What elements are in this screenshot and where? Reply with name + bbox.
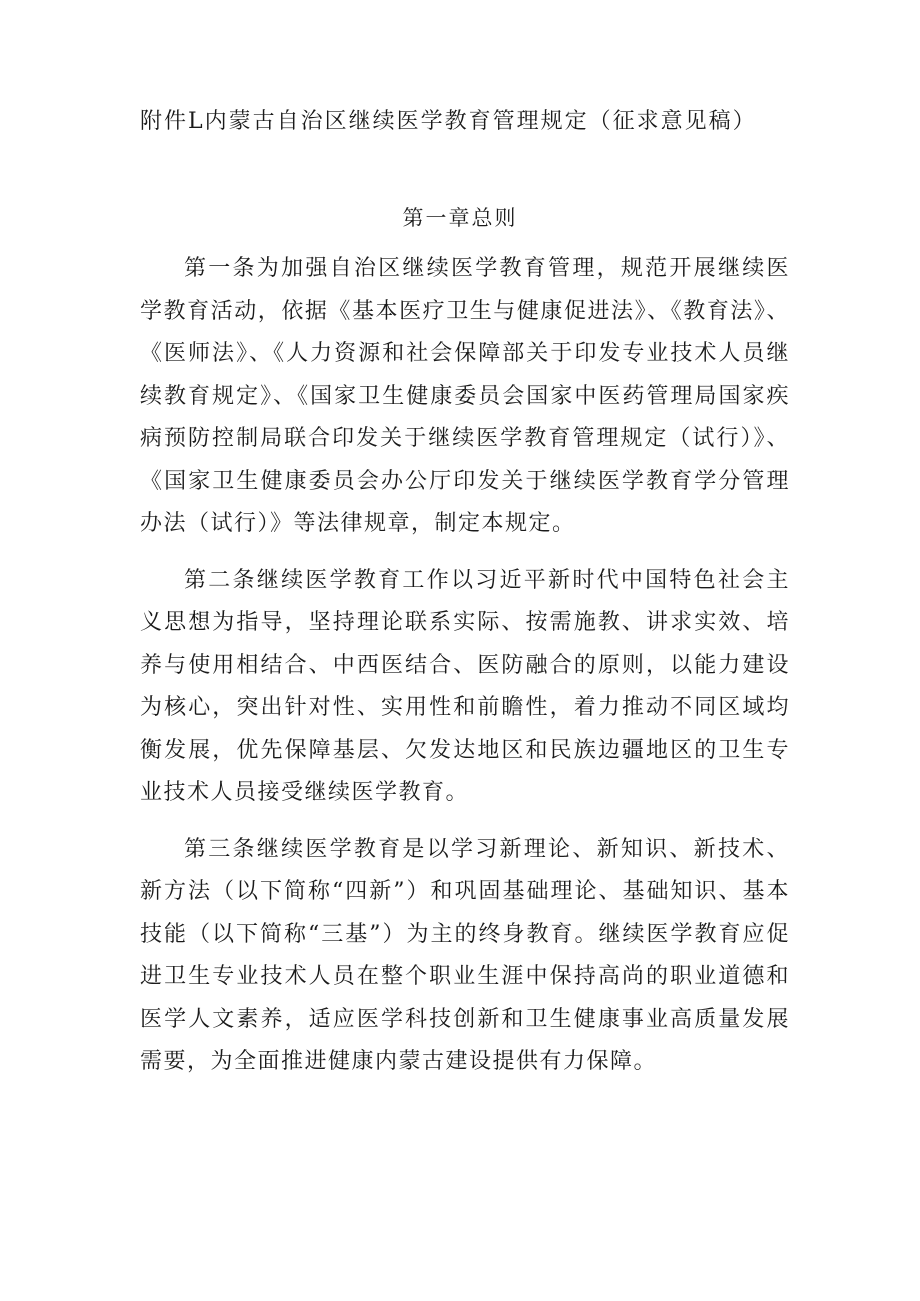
article-1-paragraph: 第一条为加强自治区继续医学教育管理，规范开展继续医学教育活动，依据《基本医疗卫生与健康促进法》、《教育法》、《医师法》、《人力资源和社会保障部关于印发专业技术人员继续教育规定》、《国家卫生健康委员会国家中医药管理局国家疾病预防控制局联合印发关于继续医学教育管理规定（试行）》、《国家卫生健康委员会办公厅印发关于继续医学教育学分管理办法（试行）》等法律规章，制定本规定。 — [140, 256, 790, 536]
article-2-paragraph: 第二条继续医学教育工作以习近平新时代中国特色社会主义思想为指导，坚持理论联系实际、按需施教、讲求实效、培养与使用相结合、中西医结合、医防融合的原则，以能力建设为核心，突出针对性、实用性和前瞻性，着力推动不同区域均衡发展，优先保障基层、欠发达地区和民族边疆地区的卫生专业技术人员接受继续医学教育。 — [140, 567, 790, 805]
document-body — [140, 248, 790, 1098]
chapter-title: 第一章总则 — [402, 206, 518, 230]
document-header: 附件L内蒙古自治区继续医学教育管理规定（征求意见稿） — [140, 109, 757, 134]
article-3-paragraph: 第三条继续医学教育是以学习新理论、新知识、新技术、新方法（以下简称“四新”）和巩固基础理论、基础知识、基本技能（以下简称“三基”）为主的终身教育。继续医学教育应促进卫生专业技术人员在整个职业生涯中保持高尚的职业道德和医学人文素养，适应医学科技创新和卫生健康事业高质量发展需要，为全面推进健康内蒙古建设提供有力保障。 — [140, 836, 790, 1074]
